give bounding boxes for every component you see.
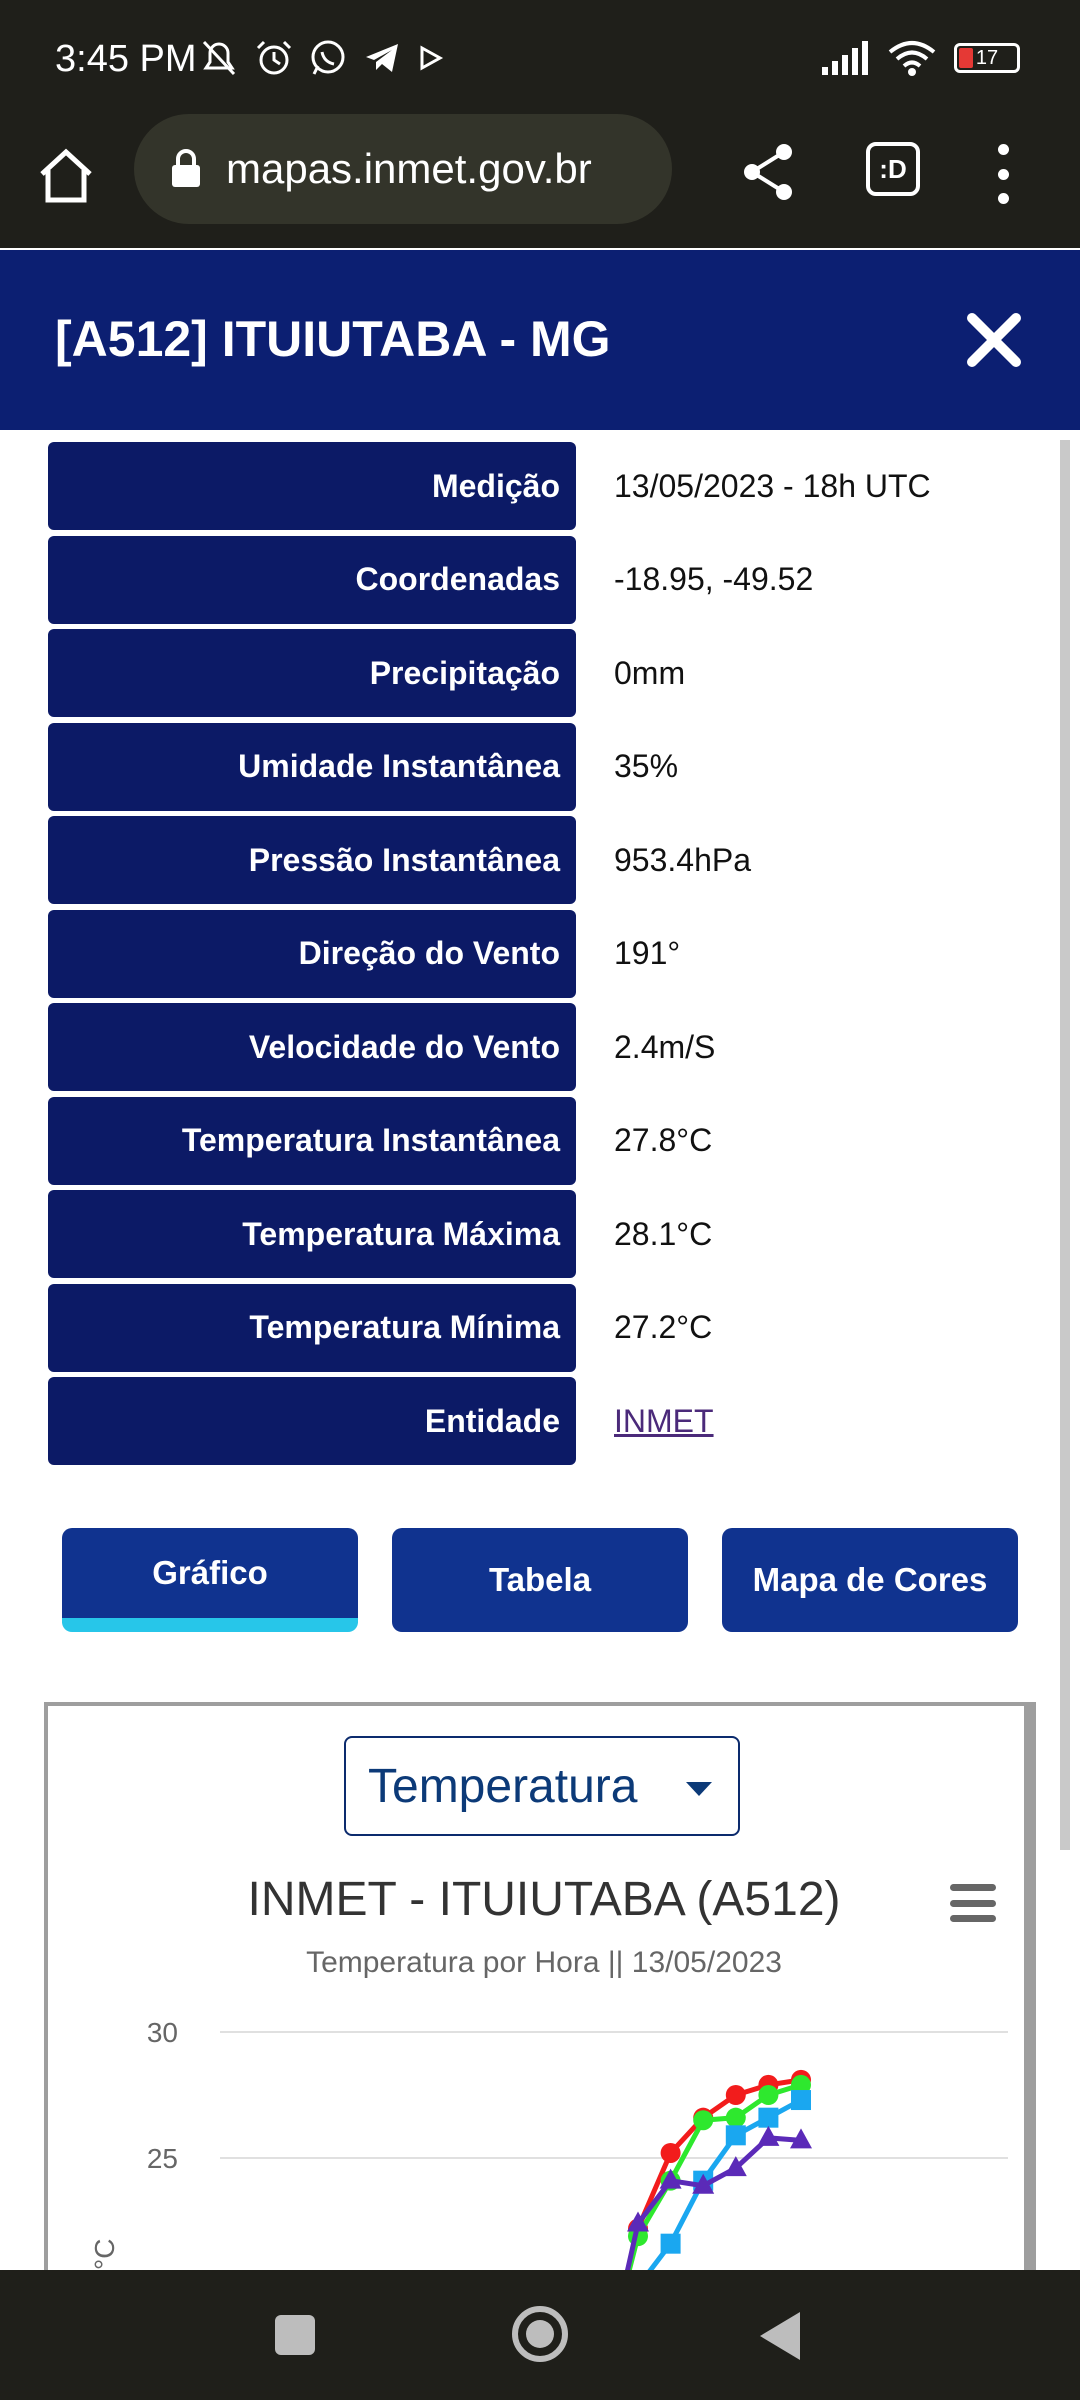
info-row bbox=[48, 723, 1028, 811]
data-point-blue[interactable] bbox=[791, 2090, 811, 2110]
info-label: Umidade Instantânea bbox=[48, 723, 576, 811]
variable-select-value: Temperatura bbox=[368, 1759, 638, 1813]
tab-tabela[interactable] bbox=[392, 1528, 688, 1632]
wifi-icon bbox=[888, 40, 936, 76]
tab-tabela-label: Tabela bbox=[488, 1561, 592, 1598]
tab-grafico-label: Gráfico bbox=[152, 1554, 268, 1591]
info-value: 0mm bbox=[614, 654, 686, 691]
browser-toolbar bbox=[0, 112, 1080, 248]
info-value: 13/05/2023 - 18h UTC bbox=[614, 467, 931, 504]
modal-content[interactable] bbox=[0, 430, 1080, 2270]
chart-panel bbox=[44, 1702, 1036, 2270]
signal-icon bbox=[820, 41, 870, 75]
back-button[interactable] bbox=[760, 2312, 800, 2360]
home-button[interactable] bbox=[512, 2306, 568, 2362]
chart-title: INMET - ITUIUTABA (A512) bbox=[247, 1873, 841, 1926]
home-icon[interactable] bbox=[38, 146, 94, 206]
info-row bbox=[48, 816, 1028, 904]
info-value: 27.2°C bbox=[614, 1309, 713, 1345]
data-point-blue[interactable] bbox=[758, 2108, 778, 2128]
data-point-blue[interactable] bbox=[661, 2234, 681, 2254]
info-label: Temperatura Instantânea bbox=[48, 1097, 576, 1185]
data-point-red[interactable] bbox=[726, 2085, 746, 2105]
info-row bbox=[48, 1190, 1028, 1278]
share-icon[interactable] bbox=[740, 142, 796, 202]
info-value: 35% bbox=[614, 748, 679, 784]
tab-switcher-button[interactable]: :D bbox=[866, 142, 920, 196]
info-label: Velocidade do Vento bbox=[48, 1003, 576, 1091]
status-bar bbox=[0, 0, 1080, 112]
info-row bbox=[48, 629, 1028, 717]
lock-icon bbox=[170, 149, 202, 189]
info-value: 191° bbox=[614, 935, 681, 971]
info-row bbox=[48, 1284, 1028, 1372]
info-label: Pressão Instantânea bbox=[48, 816, 576, 904]
info-label: Direção do Vento bbox=[48, 910, 576, 998]
info-row bbox=[48, 1003, 1028, 1091]
tab-grafico[interactable] bbox=[62, 1528, 358, 1632]
info-value: 27.8°C bbox=[614, 1122, 713, 1158]
system-icons bbox=[820, 40, 1020, 76]
url-bar[interactable] bbox=[134, 114, 672, 224]
battery-level: 17 bbox=[975, 46, 999, 69]
info-label: Temperatura Mínima bbox=[48, 1284, 576, 1372]
play-icon bbox=[416, 38, 444, 78]
y-axis-label: °C bbox=[89, 2238, 120, 2270]
battery-icon bbox=[954, 43, 1020, 73]
info-label: Coordenadas bbox=[48, 536, 576, 624]
info-row bbox=[48, 536, 1028, 624]
data-point-red[interactable] bbox=[661, 2143, 681, 2163]
info-label: Medição bbox=[48, 442, 576, 530]
scrollbar[interactable] bbox=[1060, 440, 1070, 1850]
info-value: -18.95, -49.52 bbox=[614, 561, 814, 597]
info-value: 2.4m/S bbox=[614, 1028, 716, 1065]
y-tick-label: 25 bbox=[146, 2143, 178, 2174]
whatsapp-icon bbox=[308, 38, 348, 78]
more-menu-icon[interactable] bbox=[988, 144, 1018, 204]
mute-icon bbox=[198, 38, 240, 78]
info-row bbox=[48, 910, 1028, 998]
notification-icons bbox=[198, 38, 444, 78]
info-value: 953.4hPa bbox=[614, 841, 752, 878]
tab-mapa-label: Mapa de Cores bbox=[752, 1561, 988, 1598]
tab-mapa-de-cores[interactable] bbox=[722, 1528, 1018, 1632]
modal-header bbox=[0, 250, 1080, 430]
info-row bbox=[48, 1097, 1028, 1185]
navigation-bar bbox=[0, 2270, 1080, 2400]
alarm-icon bbox=[254, 38, 294, 78]
telegram-icon bbox=[362, 38, 402, 78]
status-time: 3:45 PM bbox=[55, 38, 197, 80]
info-value: 28.1°C bbox=[614, 1215, 713, 1252]
chart-subtitle: Temperatura por Hora || 13/05/2023 bbox=[306, 1946, 782, 1979]
temperature-chart bbox=[48, 1706, 1024, 2270]
info-label: Precipitação bbox=[48, 629, 576, 717]
close-icon[interactable] bbox=[966, 312, 1022, 368]
data-point-green[interactable] bbox=[693, 2110, 713, 2130]
url-text: mapas.inmet.gov.br bbox=[226, 145, 592, 192]
info-label: Temperatura Máxima bbox=[48, 1190, 576, 1278]
info-label: Entidade bbox=[48, 1377, 576, 1465]
data-point-green[interactable] bbox=[726, 2108, 746, 2128]
data-point-blue[interactable] bbox=[726, 2125, 746, 2145]
entity-link[interactable]: INMET bbox=[614, 1402, 714, 1439]
data-point-green[interactable] bbox=[758, 2085, 778, 2105]
info-row bbox=[48, 1377, 1028, 1465]
recents-button[interactable] bbox=[275, 2315, 315, 2355]
y-tick-label: 30 bbox=[146, 2017, 178, 2048]
info-row bbox=[48, 442, 1028, 530]
data-point-purple[interactable] bbox=[757, 2126, 779, 2146]
station-title: [A512] ITUIUTABA - MG bbox=[55, 311, 611, 367]
